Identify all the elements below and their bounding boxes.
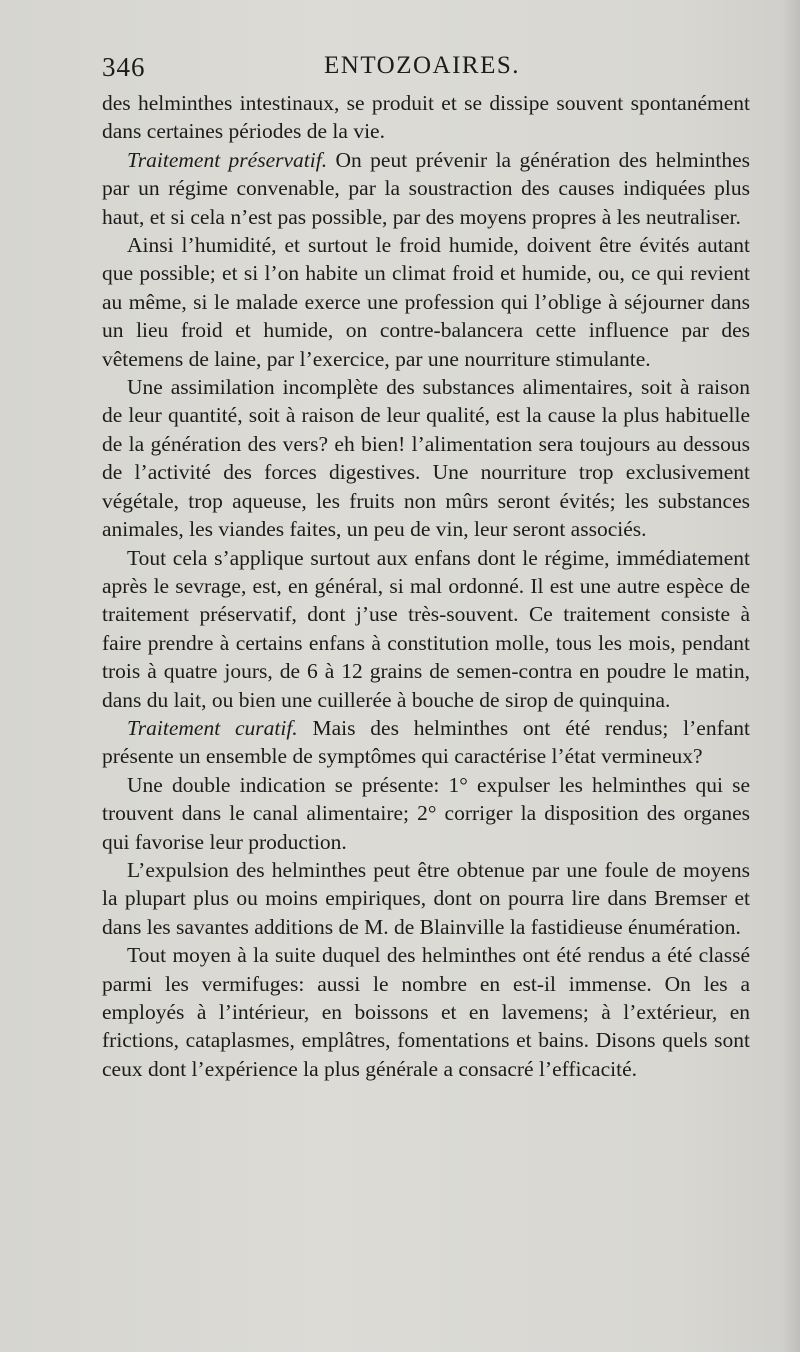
paragraph-text: Ainsi l’humidité, et surtout le froid humide, doivent être évités autant que possible; et si l’on habite un climat froid et humide, ou, ce qui revient au même, si le malade exerce une profession qui l’oblige à séjourner dans un lieu froid et humide, on contre-balancera cette influence par des vêtemens de laine, par l’exercice, par une nourriture stimulante. bbox=[102, 233, 750, 371]
paragraph bbox=[102, 373, 750, 543]
paragraph bbox=[102, 771, 750, 856]
paragraph-text: des helminthes intestinaux, se produit et se dissipe souvent spontanément dans certaines périodes de la vie. bbox=[102, 91, 750, 144]
paragraph bbox=[102, 856, 750, 941]
paragraph-text: L’expulsion des helminthes peut être obtenue par une foule de moyens la plupart plus ou moins empiriques, dont on pourra lire dans Bremser et dans les savantes additions de M. de Blainville la fastidieuse énumération. bbox=[102, 857, 750, 939]
page-edge-shadow bbox=[782, 0, 800, 1352]
running-title: ENTOZOAIRES. bbox=[324, 52, 521, 79]
body-text bbox=[102, 89, 750, 1083]
paragraph-text: On peut prévenir la génération des helminthes par un régime convenable, par la soustraction des causes indiquées plus haut, et si cela n’est pas possible, par des moyens propres à les neutraliser. bbox=[102, 147, 750, 229]
paragraph bbox=[102, 146, 750, 231]
paragraph-text: Tout moyen à la suite duquel des helminthes ont été rendus a été classé parmi les vermifuges: aussi le nombre en est-il immense. On les a employés à l’intérieur, en boissons et en lavemens; à l’extérieur, en frictions, cataplasmes, emplâtres, fomentations et bains. Disons quels sont ceux dont l’expérience la plus générale a consacré l’efficacité. bbox=[102, 943, 750, 1081]
paragraph bbox=[102, 89, 750, 146]
paragraph bbox=[102, 714, 750, 771]
paragraph bbox=[102, 544, 750, 714]
paragraph-text: Une double indication se présente: 1° expulser les helminthes qui se trouvent dans le canal alimentaire; 2° corriger la disposition des organes qui favorise leur production. bbox=[102, 772, 750, 854]
paragraph-text: Tout cela s’applique surtout aux enfans dont le régime, immédiatement après le sevrage, est, en général, si mal ordonné. Il est une autre espèce de traitement préservatif, dont j’use très-souvent. Ce traitement consiste à faire prendre à certains enfans à constitution molle, tous les mois, pendant trois à quatre jours, de 6 à 12 grains de semen-contra en poudre le matin, dans du lait, ou bien une cuillerée à bouche de sirop de quinquina. bbox=[102, 545, 750, 712]
paragraph-lead: Traitement curatif. bbox=[127, 715, 298, 740]
page-number: 346 bbox=[102, 52, 146, 82]
paragraph-lead: Traitement préservatif. bbox=[127, 147, 328, 172]
paragraph-text: Une assimilation incomplète des substances alimentaires, soit à raison de leur quantité, soit à raison de leur qualité, est la cause la plus habituelle de la génération des vers? eh bien! l’alimentation sera toujours au dessous de l’activité des forces digestives. Une nourriture trop exclusivement végétale, trop aqueuse, les fruits non mûrs seront évités; les substances animales, les viandes faites, un peu de vin, leur seront associés. bbox=[102, 375, 750, 542]
page-header bbox=[102, 52, 750, 86]
paragraph bbox=[102, 231, 750, 373]
paragraph-text: Mais des helminthes ont été rendus; l’enfant présente un ensemble de symptômes qui caractérise l’état vermineux? bbox=[102, 715, 751, 769]
paragraph bbox=[102, 941, 750, 1083]
